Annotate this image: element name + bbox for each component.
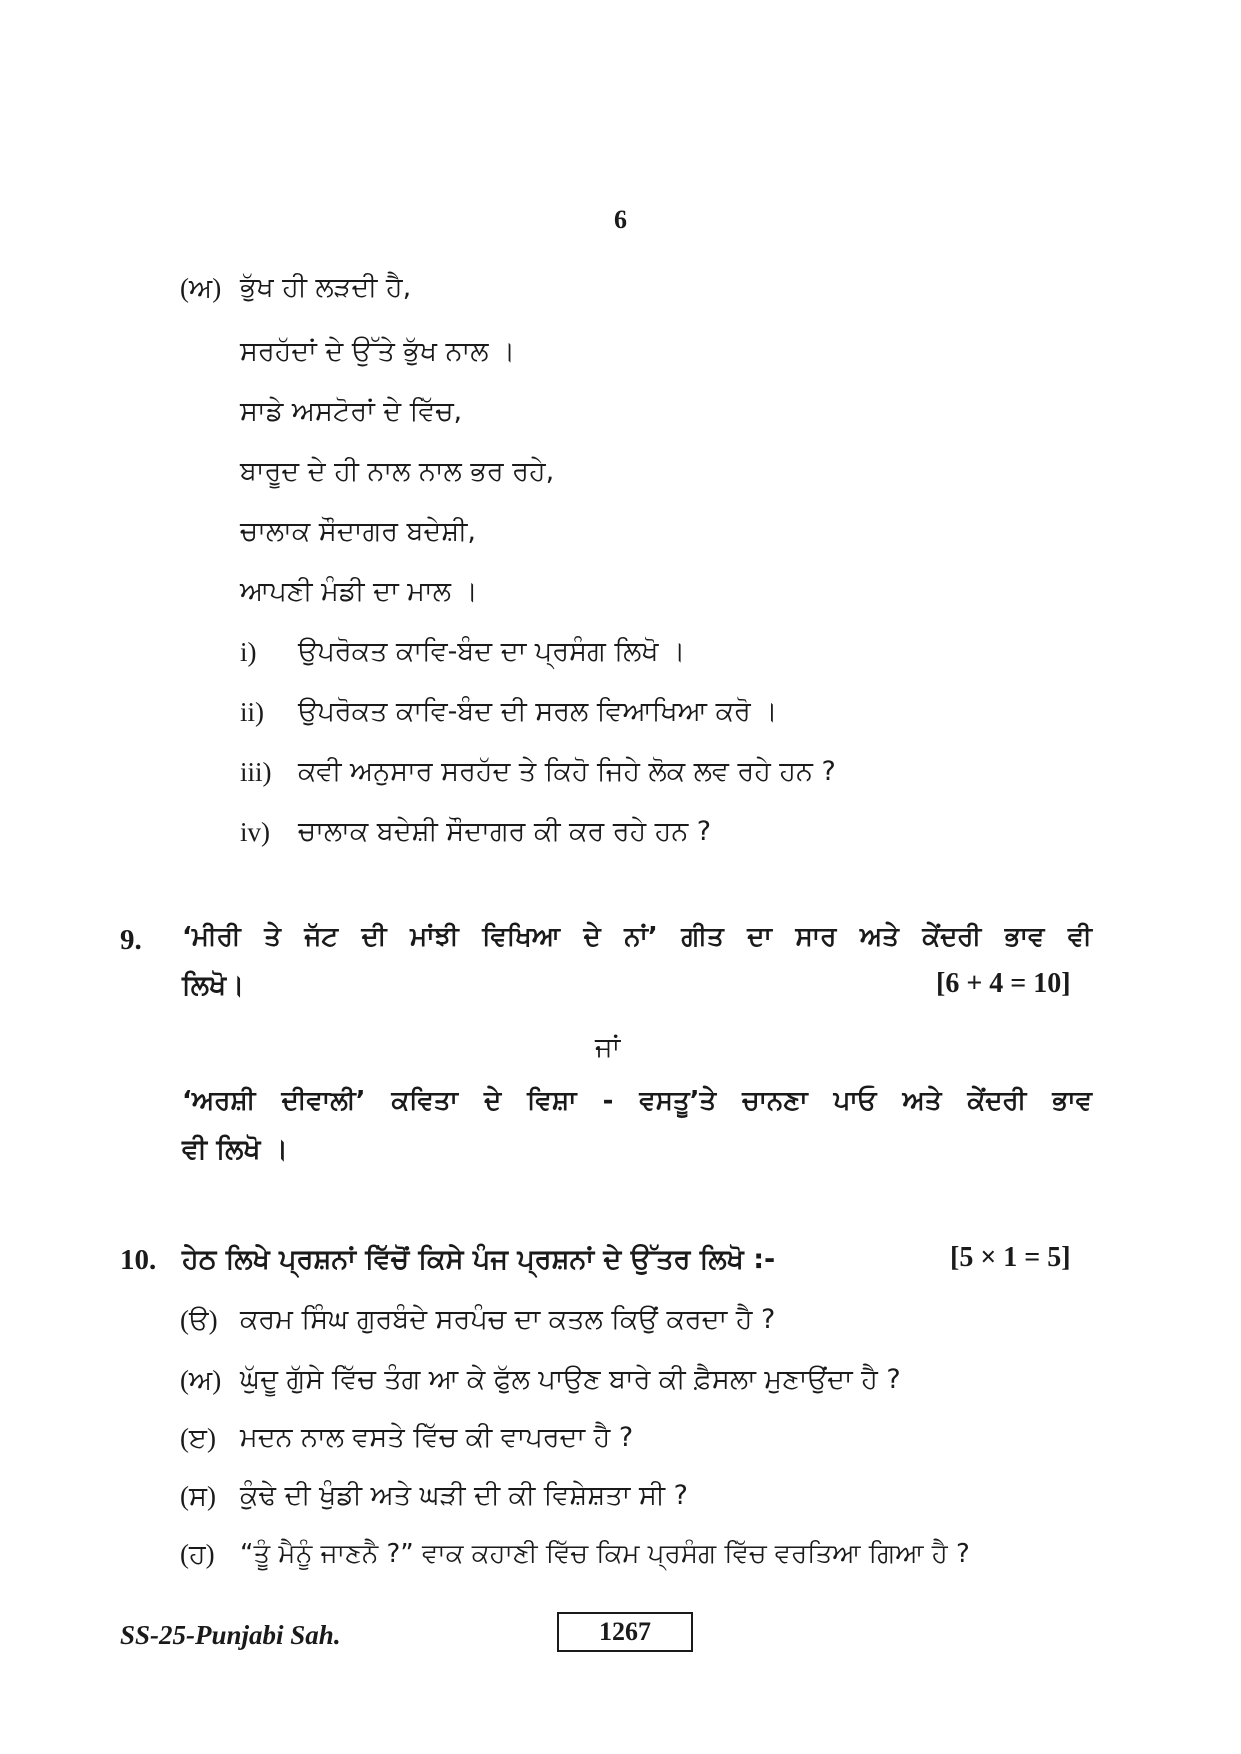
poem-line: ਭੁੱਖ ਹੀ ਲੜਦੀ ਹੈ, (240, 272, 412, 303)
subquestion-text: ਕਵੀ ਅਨੁਸਾਰ ਸਰਹੱਦ ਤੇ ਕਿਹੋ ਜਿਹੇ ਲੋਕ ਲਵ ਰਹੇ ਹਨ ? (298, 756, 836, 787)
q8b-label: (ਅ) (180, 273, 222, 303)
question-text: ‘ਮੀਰੀ ਤੇ ਜੱਟ ਦੀ ਮਾਂਝੀ ਵਿਖਿਆ ਦੇ ਨਾਂ’ ਗੀਤ ਦਾ ਸਾਰ ਅਤੇ ਕੇਂਦਰੀ ਭਾਵ ਵੀ (182, 922, 1092, 952)
paper-code: SS-25-Punjabi Sah. (120, 1620, 341, 1650)
paper-number-box: 1267 (557, 1612, 693, 1652)
marks-label: [5 × 1 = 5] (950, 1242, 1071, 1273)
option-label: (ਸ) (180, 1481, 216, 1511)
poem-line: ਚਾਲਾਕ ਸੌਦਾਗਰ ਬਦੇਸ਼ੀ, (240, 516, 476, 547)
poem-line: ਸਰਹੱਦਾਂ ਦੇ ਉੱਤੇ ਭੁੱਖ ਨਾਲ । (240, 336, 516, 367)
subquestion-number: ii) (240, 697, 264, 727)
subquestion-number: iii) (240, 757, 272, 787)
page-number: 6 (614, 205, 627, 234)
subquestion-text: ਉਪਰੋਕਤ ਕਾਵਿ-ਬੰਦ ਦੀ ਸਰਲ ਵਿਆਖਿਆ ਕਰੋ । (298, 696, 778, 727)
option-text: ਮਦਨ ਨਾਲ ਵਸਤੇ ਵਿੱਚ ਕੀ ਵਾਪਰਦਾ ਹੈ ? (240, 1422, 634, 1453)
or-separator: ਜਾਂ (595, 1032, 621, 1063)
poem-line: ਬਾਰੂਦ ਦੇ ਹੀ ਨਾਲ ਨਾਲ ਭਰ ਰਹੇ, (240, 456, 555, 487)
option-label: (ਅ) (180, 1365, 222, 1395)
question-text: ਹੇਠ ਲਿਖੇ ਪ੍ਰਸ਼ਨਾਂ ਵਿੱਚੋਂ ਕਿਸੇ ਪੰਜ ਪ੍ਰਸ਼ਨਾਂ ਦੇ ਉੱਤਰ ਲਿਖੋ :- (182, 1244, 776, 1275)
alt-question-text: ‘ਅਰਸ਼ੀ ਦੀਵਾਲੀ’ ਕਵਿਤਾ ਦੇ ਵਿਸ਼ਾ - ਵਸਤੂ’ਤੇ ਚਾਨਣਾ ਪਾਓ ਅਤੇ ਕੇਂਦਰੀ ਭਾਵ (182, 1086, 1092, 1116)
question-number: 9. (120, 924, 142, 956)
question-text-cont: ਲਿਖੋ। (182, 970, 245, 1001)
marks-label: [6 + 4 = 10] (936, 968, 1071, 999)
option-text: “ਤੂੰ ਮੈਨੂੰ ਜਾਣਨੈ ?” ਵਾਕ ਕਹਾਣੀ ਵਿੱਚ ਕਿਮ ਪ੍ਰਸੰਗ ਵਿੱਚ ਵਰਤਿਆ ਗਿਆ ਹੈ ? (240, 1539, 970, 1569)
subquestion-text: ਉਪਰੋਕਤ ਕਾਵਿ-ਬੰਦ ਦਾ ਪ੍ਰਸੰਗ ਲਿਖੋ । (298, 636, 686, 667)
subquestion-number: i) (240, 637, 257, 667)
question-number: 10. (120, 1244, 157, 1276)
option-text: ਕੁੰਢੇ ਦੀ ਖੁੰਡੀ ਅਤੇ ਘੜੀ ਦੀ ਕੀ ਵਿਸ਼ੇਸ਼ਤਾ ਸੀ ? (240, 1480, 688, 1511)
option-label: (ੲ) (180, 1423, 216, 1453)
poem-line: ਸਾਡੇ ਅਸਟੋਰਾਂ ਦੇ ਵਿੱਚ, (240, 396, 463, 427)
option-label: (ਹ) (180, 1539, 215, 1569)
option-text: ਕਰਮ ਸਿੰਘ ਗੁਰਬੰਦੇ ਸਰਪੰਚ ਦਾ ਕਤਲ ਕਿਉਂ ਕਰਦਾ ਹੈ ? (240, 1304, 776, 1335)
subquestion-text: ਚਾਲਾਕ ਬਦੇਸ਼ੀ ਸੌਦਾਗਰ ਕੀ ਕਰ ਰਹੇ ਹਨ ? (298, 816, 712, 847)
poem-line: ਆਪਣੀ ਮੰਡੀ ਦਾ ਮਾਲ । (240, 576, 478, 607)
option-text: ਘੁੱਦੂ ਗੁੱਸੇ ਵਿੱਚ ਤੰਗ ਆ ਕੇ ਫੁੱਲ ਪਾਉਣ ਬਾਰੇ ਕੀ ਫ਼ੈਸਲਾ ਮੁਣਾਉਂਦਾ ਹੈ ? (240, 1364, 901, 1395)
alt-question-text-cont: ਵੀ ਲਿਖੋ । (182, 1134, 289, 1165)
subquestion-number: iv) (240, 817, 270, 847)
option-label: (ੳ) (180, 1305, 218, 1335)
